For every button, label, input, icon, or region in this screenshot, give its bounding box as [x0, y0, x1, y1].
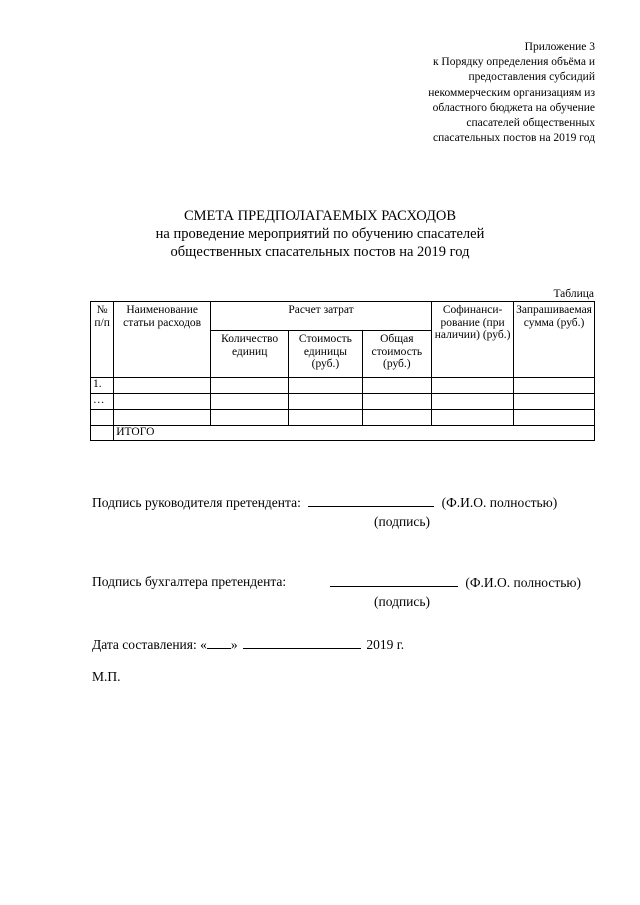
table-row [91, 394, 595, 410]
head-signature-line [92, 494, 557, 511]
annex-line: некоммерческим организациям из [428, 86, 595, 99]
head-signature-field[interactable] [308, 494, 434, 507]
head-signature-label: Подпись руководителя претендента: [92, 495, 301, 510]
header-qty: Количество единиц [211, 331, 289, 378]
date-mid: » [230, 637, 238, 652]
head-signature-caption: (подпись) [374, 514, 431, 529]
date-prefix: Дата составления: « [92, 637, 207, 652]
table-caption: Таблица [553, 288, 594, 300]
table-row [91, 410, 595, 426]
annex-line: областного бюджета на обучение [432, 101, 595, 114]
head-fio-label: (Ф.И.О. полностью) [441, 495, 558, 510]
header-calc: Расчет затрат [211, 302, 432, 331]
row-num: … [91, 394, 114, 410]
header-requested: Запрашиваемая сумма (руб.) [514, 302, 595, 378]
annex-line: Приложение 3 [524, 41, 595, 53]
annex-header [335, 40, 595, 146]
annex-line: спасательных постов на 2019 год [433, 132, 595, 145]
header-name: Наименование статьи расходов [114, 302, 211, 378]
table-row [91, 378, 595, 394]
annex-line: к Порядку определения объёма и [432, 56, 595, 69]
row-num: 1. [91, 378, 114, 394]
total-row [91, 426, 595, 441]
header-cofinancing: Софинанси-рование (при наличии) (руб.) [432, 302, 514, 378]
date-line [92, 636, 404, 653]
accountant-signature-line [92, 574, 286, 590]
stamp-label: М.П. [92, 669, 121, 684]
date-day-field[interactable] [207, 636, 231, 649]
total-label: ИТОГО [114, 426, 595, 441]
document-title [0, 207, 640, 261]
header-total-cost: Общая стоимость (руб.) [362, 331, 431, 378]
title-line-3: общественных спасательных постов на 2019 год [170, 244, 470, 260]
accountant-fio-label: (Ф.И.О. полностью) [465, 575, 582, 590]
accountant-signature-field-group [330, 574, 581, 591]
accountant-signature-field[interactable] [330, 574, 458, 587]
header-num: № п/п [91, 302, 114, 378]
date-month-field[interactable] [243, 636, 361, 649]
estimate-table [90, 301, 595, 441]
annex-line: спасателей общественных [466, 117, 595, 130]
title-line-1: СМЕТА ПРЕДПОЛАГАЕМЫХ РАСХОДОВ [183, 208, 456, 224]
row-num [91, 410, 114, 426]
title-line-2: на проведение мероприятий по обучению спасателей [155, 226, 485, 242]
accountant-signature-caption: (подпись) [374, 594, 431, 609]
annex-line: предоставления субсидий [468, 71, 595, 84]
header-unit-cost: Стоимость единицы (руб.) [289, 331, 362, 378]
accountant-signature-label: Подпись бухгалтера претендента: [92, 574, 287, 589]
date-year: 2019 г. [366, 637, 405, 652]
